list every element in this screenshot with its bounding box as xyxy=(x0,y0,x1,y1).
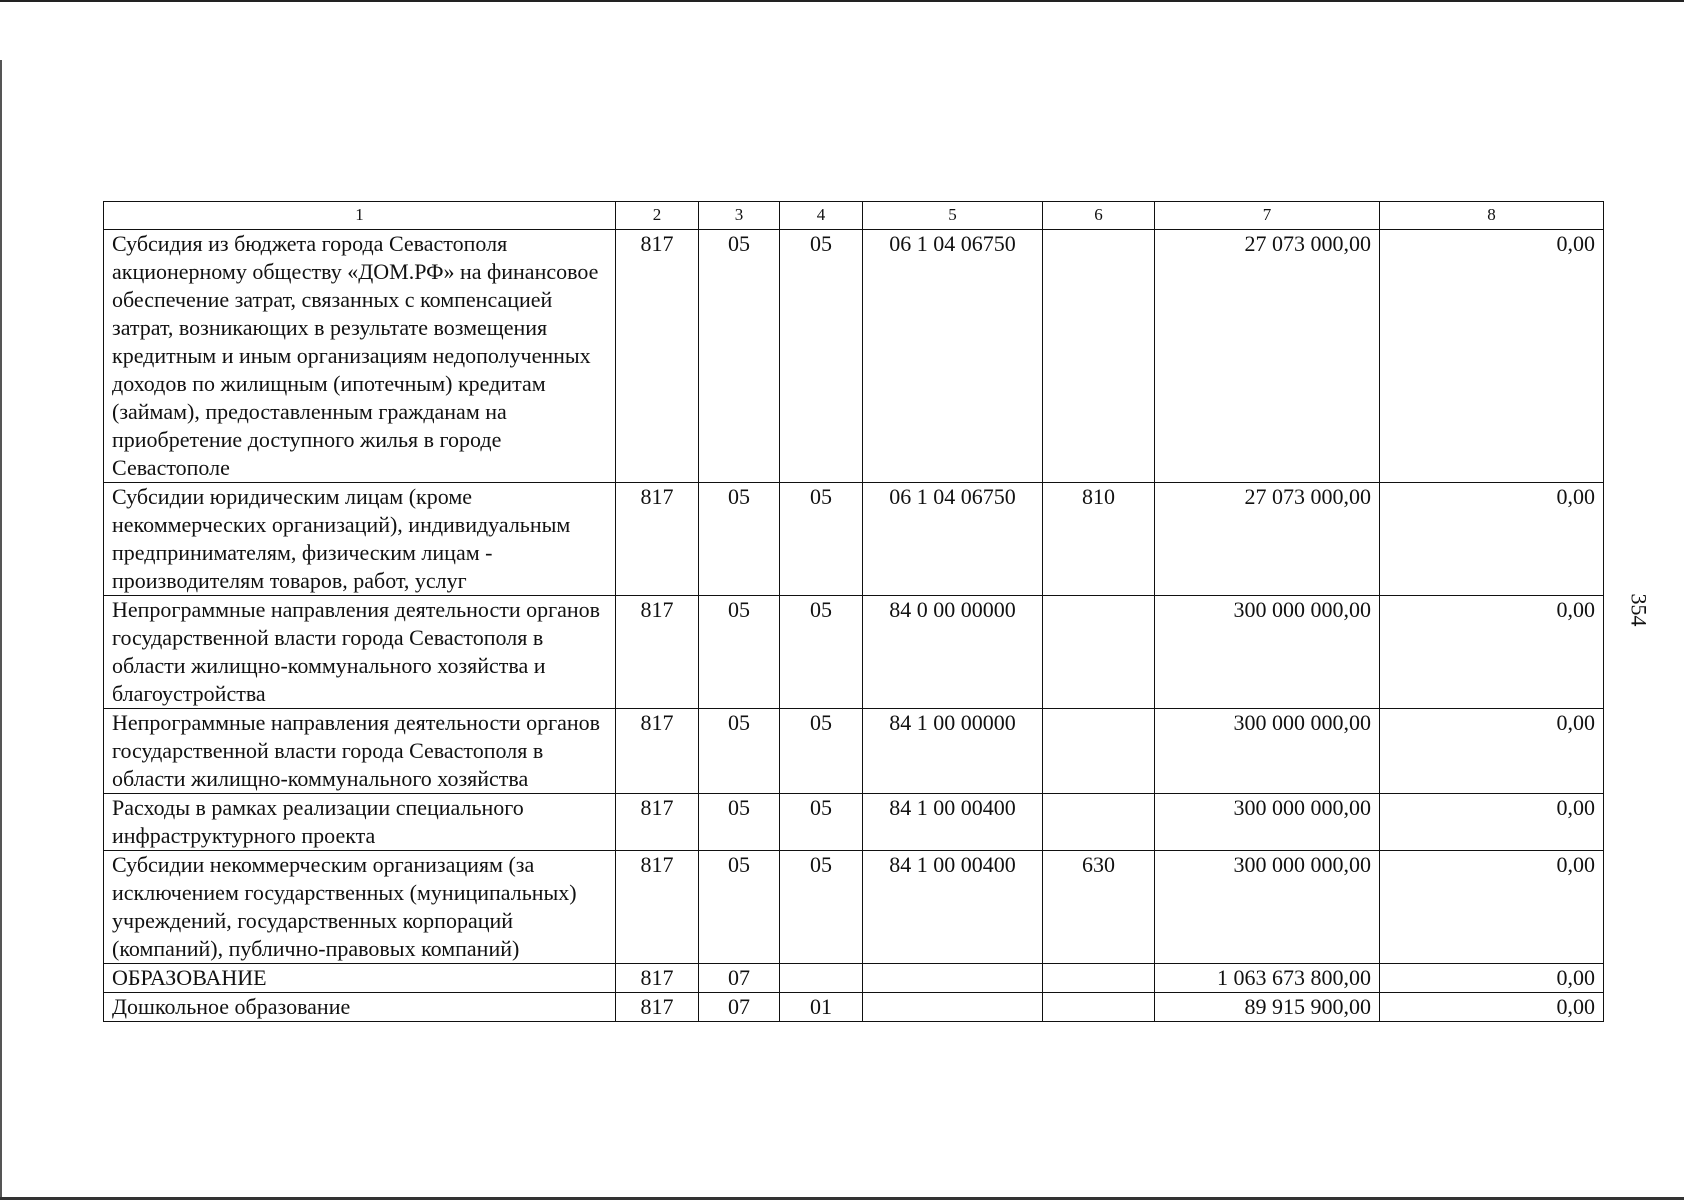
row-section: 05 xyxy=(699,709,780,794)
row-admin-code: 817 xyxy=(616,794,699,851)
row-target-article: 84 0 00 00000 xyxy=(863,596,1043,709)
row-subsection: 05 xyxy=(780,709,863,794)
row-name: ОБРАЗОВАНИЕ xyxy=(104,964,616,993)
row-section: 05 xyxy=(699,483,780,596)
row-admin-code: 817 xyxy=(616,483,699,596)
row-amount-2: 0,00 xyxy=(1380,483,1604,596)
row-amount-2: 0,00 xyxy=(1380,851,1604,964)
row-name: Расходы в рамках реализации специального инфраструктурного проекта xyxy=(104,794,616,851)
col-header-5: 5 xyxy=(863,202,1043,230)
table-row xyxy=(104,230,1604,483)
row-expense-type xyxy=(1043,794,1155,851)
row-section: 05 xyxy=(699,851,780,964)
scan-edge-left xyxy=(0,60,2,1200)
row-name: Дошкольное образование xyxy=(104,993,616,1022)
row-expense-type xyxy=(1043,993,1155,1022)
row-subsection: 05 xyxy=(780,230,863,483)
row-admin-code: 817 xyxy=(616,851,699,964)
row-name: Непрограммные направления деятельности органов государственной власти города Севастополя в области жилищно-коммунального хозяйства xyxy=(104,709,616,794)
row-amount-2: 0,00 xyxy=(1380,964,1604,993)
row-expense-type: 630 xyxy=(1043,851,1155,964)
row-section: 07 xyxy=(699,993,780,1022)
budget-table xyxy=(103,201,1604,1022)
row-section: 05 xyxy=(699,596,780,709)
row-section: 05 xyxy=(699,230,780,483)
table-row xyxy=(104,596,1604,709)
row-admin-code: 817 xyxy=(616,964,699,993)
row-target-article: 84 1 00 00400 xyxy=(863,794,1043,851)
row-amount-2: 0,00 xyxy=(1380,794,1604,851)
row-subsection: 05 xyxy=(780,851,863,964)
row-target-article: 84 1 00 00000 xyxy=(863,709,1043,794)
row-subsection xyxy=(780,964,863,993)
row-subsection: 01 xyxy=(780,993,863,1022)
header-row xyxy=(104,202,1604,230)
scan-edge-top xyxy=(0,0,1684,2)
row-amount-2: 0,00 xyxy=(1380,230,1604,483)
row-name: Непрограммные направления деятельности органов государственной власти города Севастополя в области жилищно-коммунального хозяйства и благоустройства xyxy=(104,596,616,709)
row-target-article: 06 1 04 06750 xyxy=(863,230,1043,483)
col-header-4: 4 xyxy=(780,202,863,230)
row-admin-code: 817 xyxy=(616,596,699,709)
table-row xyxy=(104,794,1604,851)
row-admin-code: 817 xyxy=(616,709,699,794)
row-amount: 27 073 000,00 xyxy=(1155,483,1380,596)
row-name: Субсидия из бюджета города Севастополя акционерному обществу «ДОМ.РФ» на финансовое обеспечение затрат, связанных с компенсацией затрат, возникающих в результате возмещения кредитным и иным организациям недополученных доходов по жилищным (ипотечным) кредитам (займам), предоставленным гражданам на приобретение доступного жилья в городе Севастополе xyxy=(104,230,616,483)
row-expense-type: 810 xyxy=(1043,483,1155,596)
row-subsection: 05 xyxy=(780,794,863,851)
row-admin-code: 817 xyxy=(616,230,699,483)
row-name: Субсидии юридическим лицам (кроме некоммерческих организаций), индивидуальным предпринимателям, физическим лицам - производителям товаров, работ, услуг xyxy=(104,483,616,596)
row-admin-code: 817 xyxy=(616,993,699,1022)
row-expense-type xyxy=(1043,596,1155,709)
row-section: 05 xyxy=(699,794,780,851)
col-header-3: 3 xyxy=(699,202,780,230)
row-expense-type xyxy=(1043,964,1155,993)
col-header-6: 6 xyxy=(1043,202,1155,230)
table-row xyxy=(104,964,1604,993)
row-amount: 300 000 000,00 xyxy=(1155,794,1380,851)
table-row xyxy=(104,483,1604,596)
row-name: Субсидии некоммерческим организациям (за исключением государственных (муниципальных) учреждений, государственных корпораций (компаний), публично-правовых компаний) xyxy=(104,851,616,964)
col-header-1: 1 xyxy=(104,202,616,230)
row-target-article: 06 1 04 06750 xyxy=(863,483,1043,596)
col-header-8: 8 xyxy=(1380,202,1604,230)
row-amount-2: 0,00 xyxy=(1380,709,1604,794)
col-header-7: 7 xyxy=(1155,202,1380,230)
row-amount: 89 915 900,00 xyxy=(1155,993,1380,1022)
row-amount-2: 0,00 xyxy=(1380,596,1604,709)
row-amount-2: 0,00 xyxy=(1380,993,1604,1022)
row-target-article xyxy=(863,993,1043,1022)
row-subsection: 05 xyxy=(780,483,863,596)
page-number: 354 xyxy=(1626,593,1652,627)
row-amount: 300 000 000,00 xyxy=(1155,709,1380,794)
row-section: 07 xyxy=(699,964,780,993)
row-expense-type xyxy=(1043,230,1155,483)
row-amount: 300 000 000,00 xyxy=(1155,851,1380,964)
row-amount: 1 063 673 800,00 xyxy=(1155,964,1380,993)
table-row xyxy=(104,709,1604,794)
row-subsection: 05 xyxy=(780,596,863,709)
row-expense-type xyxy=(1043,709,1155,794)
col-header-2: 2 xyxy=(616,202,699,230)
row-amount: 300 000 000,00 xyxy=(1155,596,1380,709)
row-target-article: 84 1 00 00400 xyxy=(863,851,1043,964)
row-target-article xyxy=(863,964,1043,993)
table-row xyxy=(104,851,1604,964)
row-amount: 27 073 000,00 xyxy=(1155,230,1380,483)
table-row xyxy=(104,993,1604,1022)
